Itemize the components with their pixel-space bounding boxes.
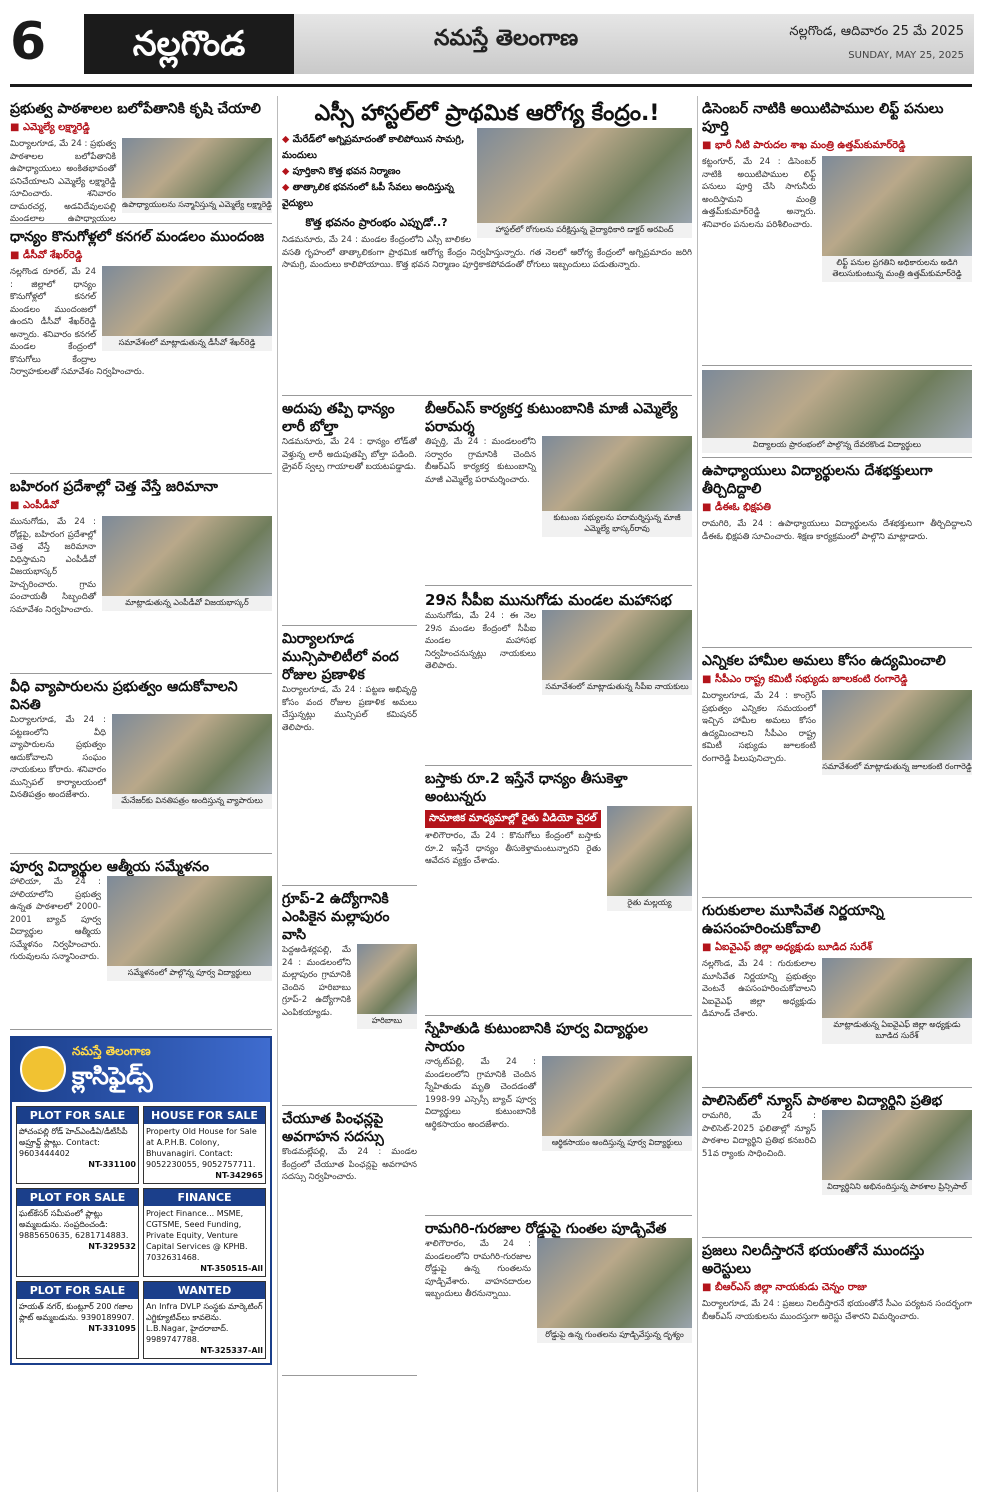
ad-code: NT-342965 (215, 1171, 263, 1180)
article (702, 648, 972, 898)
article-headline: రామగిరి-గురజాల రోడ్డుపై గుంతల పూడ్చివేత (425, 1221, 667, 1237)
ad-heading: FINANCE (144, 1189, 265, 1206)
article (702, 1088, 972, 1238)
masthead-rule (10, 84, 972, 87)
article-headline: 29న సీపీఐ మునుగోడు మండల మహాసభ (425, 591, 672, 609)
article (425, 766, 692, 1016)
article-body: తిప్పర్తి, మే 24 : మండలంలోని సర్వారం గ్రామానికి చెందిన బీఆర్ఎస్ కార్యకర్త కుటుంబాన్ని మాజీ ఎమ్మెల్యే పరామర్శించారు. (425, 437, 536, 485)
article-body: రామగిరి, మే 24 : పాలిసెట్-2025 ఫలితాల్లో న్యూస్ పాఠశాల విద్యార్థిని ప్రతిభ కనబరిచి 51వ ర్యాంకు సాధించింది. (702, 1111, 816, 1159)
article-byline: ■ డీసీవో శేఖర్‌రెడ్డి (10, 249, 272, 263)
article-photo (822, 1110, 972, 1180)
date-telugu: నల్లగొండ, ఆదివారం 25 మే 2025 (789, 24, 964, 39)
article-headline: ఎన్నికల హామీల అమలు కోసం ఉద్యమించాలి (702, 653, 946, 669)
paper-name: నమస్తే తెలంగాణ (434, 26, 579, 51)
article-byline: ■ డీఈఓ భిక్షపతి (702, 501, 972, 515)
article (282, 396, 417, 626)
article-photo-block (122, 138, 272, 213)
photo-caption: రోడ్డుపై ఉన్న గుంతలను పూడ్చివేస్తున్న దృశ్యం (537, 1328, 692, 1343)
article (702, 458, 972, 648)
article-photo (122, 138, 272, 198)
article (282, 886, 417, 1106)
ad-heading: PLOT FOR SALE (17, 1189, 138, 1206)
photo-caption: హాస్టల్‌లో రోగులను పరీక్షిస్తున్న వైద్యాధికారి డాక్టర్ అరవింద్ (477, 223, 692, 238)
article (425, 1016, 692, 1216)
article-photo-block (537, 1238, 692, 1343)
article-body: మిర్యాలగూడ, మే 24 : ప్రజలు నిలదీస్తారనే భయంతోనే సీఎం పర్యటన సందర్భంగా బీఆర్ఎస్ నాయకులను ముందస్తుగా అరెస్టు చేశారని విమర్శించారు. (702, 1299, 972, 1322)
photo-caption: ఉపాధ్యాయులను సన్మానిస్తున్న ఎమ్మెల్యే లక్ష్మారెడ్డి (122, 198, 272, 213)
article-byline: ■ ఏఐవైఎఫ్ జిల్లా అధ్యక్షుడు బూడిద సురేశ్ (702, 941, 972, 955)
article-body: మునుగోడు, మే 24 : రోడ్లపై, బహిరంగ ప్రదేశాల్లో చెత్త వేస్తే జరిమానా విధిస్తామని ఎంపీడీవో విజయభాస్కర్ హెచ్చరించారు. గ్రామ పంచాయతీ సిబ్బందితో సమావేశం నిర్వహించారు. (10, 517, 96, 615)
article-body: మిర్యాలగూడ, మే 24 : కాంగ్రెస్ ప్రభుత్వం ఎన్నికల సమయంలో ఇచ్చిన హామీల అమలు కోసం ఉద్యమించాలని సీపీఎం రాష్ట్ర కమిటీ సభ్యుడు జూలకంటి రంగారెడ్డి పిలుపునిచ్చారు. (702, 691, 816, 764)
article-photo-block (107, 876, 272, 981)
article (282, 1106, 417, 1376)
article (10, 224, 272, 474)
article-photo-block (357, 944, 417, 1029)
classifieds-banner (12, 1038, 270, 1102)
ad-text: Property Old House for Sale at A.P.H.B. Colony, Bhuvanagiri. Contact: 9052230055, 9052757711. (146, 1127, 257, 1169)
ad-text: హయత్ నగర్, కుంట్లూర్ 200 గజాల ప్లాట్ అమ్మబడును. 9390189907. (19, 1302, 135, 1322)
column-divider (697, 96, 698, 1492)
article-photo (477, 128, 692, 223)
article (282, 626, 417, 886)
article-body: పెద్దఅడిశర్లపల్లి, మే 24 : మండలంలోని మల్లాపురం గ్రామానికి చెందిన హరిబాబు గ్రూప్-2 ఉద్యోగానికి ఎంపికయ్యాడు. (282, 945, 351, 1018)
article (10, 674, 272, 854)
article-body: మిర్యాలగూడ, మే 24 : పట్టణంలోని వీధి వ్యాపారులను ప్రభుత్వం ఆదుకోవాలని సంఘం నాయకులు కోరారు. శనివారం మున్సిపల్ కార్యాలయంలో వినతిపత్రం అందజేశారు. (10, 715, 106, 800)
classified-ad (143, 1281, 266, 1359)
classifieds-grid (12, 1102, 270, 1363)
article-photo (102, 516, 272, 596)
ad-text: An Infra DVLP సంస్థకు మార్కెటింగ్ ఎగ్జిక్యూటివ్‌లు కావలెను. L.B.Nagar, హైదరాబాద్. 9989747788. (146, 1302, 263, 1344)
lead-subhead: కొత్త భవనం ప్రారంభం ఎప్పుడో..? (305, 216, 448, 229)
article (10, 96, 272, 224)
article-body: కట్టంగూర్, మే 24 : డిసెంబర్ నాటికి అయిటిపాముల లిఫ్ట్ పనులు పూర్తి చేసి సాగునీరు అందిస్తామని మంత్రి ఉత్తమ్‌కుమార్‌రెడ్డి అన్నారు. శనివారం పనులను పరిశీలించారు. (702, 157, 816, 230)
article-photo-block (822, 156, 972, 282)
article-headline: మిర్యాలగూడ మున్సిపాలిటీలో వంద రోజుల ప్రణాళిక (282, 631, 399, 683)
article-photo-block (822, 690, 972, 775)
photo-caption: సమ్మేళనంలో పాల్గొన్న పూర్వ విద్యార్థులు (107, 966, 272, 981)
ad-code: NT-325337-All (200, 1346, 263, 1355)
classified-ad (143, 1106, 266, 1184)
article-byline: ■ ఎంపీడీవో (10, 499, 272, 513)
right-column (702, 96, 972, 1492)
article-body: మిర్యాలగూడ, మే 24 : ప్రభుత్వ పాఠశాలల బలోపేతానికి ఉపాధ్యాయులు అంకితభావంతో పనిచేయాలని ఎమ్మెల్యే లక్ష్మారెడ్డి సూచించారు. శనివారం దామరచర్ల, అడవిదేవులపల్లి మండలాల ఉపాధ్యాయుల (10, 139, 116, 224)
article-headline: ప్రజలు నిలదీస్తారనే భయంతోనే ముందస్తు అరెస్టులు (702, 1243, 925, 1277)
article-body: మునుగోడు, మే 24 : ఈ నెల 29న మండల కేంద్రంలో సీపీఐ మండల మహాసభ నిర్వహించనున్నట్లు నాయకులు తెలిపారు. (425, 611, 536, 671)
article-body: కొండమల్లేపల్లి, మే 24 : మండల కేంద్రంలో చేయూత పింఛన్లపై అవగాహన సదస్సు నిర్వహించారు. (282, 1147, 417, 1182)
article-tag: సామాజిక మాధ్యమాల్లో రైతు వీడియో వైరల్ (425, 810, 601, 828)
classifieds-subtitle: క్లాసిఫైడ్స్ (72, 1062, 153, 1090)
ad-heading: PLOT FOR SALE (17, 1107, 138, 1124)
article-headline: అదుపు తప్పి ధాన్యం లారీ బోల్తా (282, 401, 395, 435)
article-photo (537, 1238, 692, 1328)
article-photo (102, 266, 272, 336)
article-photo-block (102, 516, 272, 611)
article-byline: ■ సీపీఎం రాష్ట్ర కమిటీ సభ్యుడు జూలకంటి రంగారెడ్డి (702, 673, 972, 687)
article-body: నల్లగొండ, మే 24 : గురుకులాల మూసివేత నిర్ణయాన్ని ప్రభుత్వం వెంటనే ఉపసంహరించుకోవాలని ఏఐవైఎఫ్ జిల్లా అధ్యక్షుడు డిమాండ్ చేశారు. (702, 959, 816, 1019)
article-headline: బీఆర్ఎస్ కార్యకర్త కుటుంబానికి మాజీ ఎమ్మెల్యే పరామర్శ (425, 401, 678, 435)
highlight-item: ◆ తాత్కాలిక భవనంలో ఓపీ సేవలు అందిస్తున్న వైద్యులు (282, 180, 692, 212)
article-body: నిడమనూరు, మే 24 : మండల కేంద్రంలోని ఎస్సీ బాలికల వసతి గృహంలో తాత్కాలికంగా ప్రాథమిక ఆరోగ్య కేంద్రం నిర్వహిస్తున్నారు. గత నెలలో ఆరోగ్య కేంద్రంలో అగ్నిప్రమాదం జరిగి సామగ్రి, మందులు కాలిపోయాయి. కొత్త భవన నిర్మాణం పూర్తికాకపోవడంతో రోగులు ఇబ్బందులు పడుతున్నారు. (282, 235, 692, 270)
article (425, 396, 692, 586)
photo-caption: సమావేశంలో మాట్లాడుతున్న జూలకంటి రంగారెడ్డి (822, 760, 972, 775)
article-photo (112, 714, 272, 794)
article-headline: ధాన్యం కొనుగోళ్లలో కనగల్ మండలం ముందంజ (10, 229, 265, 245)
ad-heading: HOUSE FOR SALE (144, 1107, 265, 1124)
lead-article (282, 96, 692, 396)
article (702, 96, 972, 366)
photo-caption: సమావేశంలో మాట్లాడుతున్న డీసీవో శేఖర్‌రెడ్డి (102, 336, 272, 351)
article-photo (822, 156, 972, 256)
article-photo-block (102, 266, 272, 351)
article (425, 1216, 692, 1466)
article-headline: ఉపాధ్యాయులు విద్యార్థులను దేశభక్తులుగా తీర్చిదిద్దాలి (702, 463, 933, 497)
article (10, 474, 272, 674)
masthead (0, 0, 981, 92)
photo-caption: సమావేశంలో మాట్లాడుతున్న సీపీఐ నాయకులు (542, 680, 692, 695)
photo-caption: ఆర్థికసాయం అందిస్తున్న పూర్వ విద్యార్థులు (542, 1136, 692, 1151)
article (425, 586, 692, 766)
mid-wide-column (425, 396, 692, 1466)
article-photo (822, 958, 972, 1018)
classified-ad (16, 1281, 139, 1359)
article-photo-block (112, 714, 272, 809)
ad-code: NT-331100 (88, 1160, 136, 1169)
ad-text: ఘట్‌కేసర్ సమీపంలో ప్లాట్లు అమ్మబడును. సంప్రదించండి: 9885650635, 6281714883. (19, 1209, 129, 1240)
article-headline: పాలిసెట్‌లో న్యూస్ పాఠశాల విద్యార్థిని ప్రతిభ (702, 1093, 943, 1109)
article-body: శాలిగౌరారం, మే 24 : మండలంలోని రామగిరి-గురజాల రోడ్డుపై ఉన్న గుంతలను పూడ్చివేశారు. వాహనదారుల ఇబ్బందులు తీరనున్నాయి. (425, 1239, 531, 1299)
photo-caption: హరిబాబు (357, 1014, 417, 1029)
photo-caption: లిఫ్ట్ పనుల ప్రగతిని అధికారులను అడిగి తెలుసుకుంటున్న మంత్రి ఉత్తమ్‌కుమార్‌రెడ్డి (822, 256, 972, 282)
article-photo-block (542, 1056, 692, 1151)
classifieds-logo (20, 1046, 66, 1092)
photo-caption: మేనేజర్‌కు వినతిపత్రం అందిస్తున్న వ్యాపారులు (112, 794, 272, 809)
feature-photo (702, 370, 972, 438)
classifieds-section (10, 1036, 272, 1365)
article-headline: వీధి వ్యాపారులను ప్రభుత్వం ఆదుకోవాలని వినతి (10, 679, 238, 713)
article-photo (107, 876, 272, 966)
highlight-item: ◆ పూర్తికాని కొత్త భవన నిర్మాణం (282, 164, 692, 180)
article (702, 1238, 972, 1478)
photo-caption: మాట్లాడుతున్న ఏఐవైఎఫ్ జిల్లా అధ్యక్షుడు బూడిద సురేశ్ (822, 1018, 972, 1044)
ad-heading: PLOT FOR SALE (17, 1282, 138, 1299)
photo-caption: రైతు మల్లయ్య (607, 896, 692, 911)
article-headline: ప్రభుత్వ పాఠశాలల బలోపేతానికి కృషి చేయాలి (10, 101, 261, 117)
left-column (10, 96, 272, 1492)
article-photo-block (542, 610, 692, 695)
article-headline: గురుకులాల మూసివేత నిర్ణయాన్ని ఉపసంహరించుకోవాలి (702, 903, 884, 937)
ad-code: NT-350515-All (200, 1264, 263, 1273)
ad-heading: WANTED (144, 1282, 265, 1299)
article-body: రామగిరి, మే 24 : ఉపాధ్యాయులు విద్యార్థులను దేశభక్తులుగా తీర్చిదిద్దాలని డీఈఓ భిక్షపతి సూచించారు. శిక్షణ కార్యక్రమంలో పాల్గొని మాట్లాడారు. (702, 519, 972, 542)
article (702, 898, 972, 1088)
article-photo-block (477, 128, 692, 238)
article-photo-block (822, 1110, 972, 1195)
article-headline: పూర్వ విద్యార్థుల ఆత్మీయ సమ్మేళనం (10, 859, 210, 875)
article-photo (357, 944, 417, 1014)
article (10, 854, 272, 1030)
article-body: శాలిగౌరారం, మే 24 : కొనుగోలు కేంద్రంలో బస్తాకు రూ.2 ఇస్తేనే ధాన్యం తీసుకెళ్తామంటున్నారని రైతు ఆవేదన వ్యక్తం చేశాడు. (425, 831, 601, 866)
classified-ad (143, 1188, 266, 1277)
article-photo (542, 610, 692, 680)
lead-headline: ఎస్సీ హాస్టల్‌లో ప్రాథమిక ఆరోగ్య కేంద్రం.! (314, 101, 660, 126)
article-headline: డిసెంబర్ నాటికి అయిటిపాముల లిఫ్ట్ పనులు పూర్తి (702, 101, 944, 135)
date-english: SUNDAY, MAY 25, 2025 (848, 50, 964, 61)
classifieds-title: నమస్తే తెలంగాణ (72, 1044, 151, 1058)
article-photo (822, 690, 972, 760)
article-headline: గ్రూప్-2 ఉద్యోగానికి ఎంపికైన మల్లాపురం వాసి (282, 891, 390, 943)
classified-ad (16, 1106, 139, 1184)
article-photo-block (607, 806, 692, 911)
article-byline: ■ భారీ నీటి పారుదల శాఖ మంత్రి ఉత్తమ్‌కుమార్‌రెడ్డి (702, 139, 972, 153)
article-body: నిడమనూరు, మే 24 : ధాన్యం లోడ్‌తో వెళ్తున్న లారీ అదుపుతప్పి బోల్తా పడింది. డ్రైవర్ స్వల్ప గాయాలతో బయటపడ్డాడు. (282, 437, 417, 472)
ad-text: పోచంపల్లి రోడ్ హెచ్ఎండీఏ/డీటీసీపీ అప్రూవ్డ్ ప్లాట్లు. Contact: 9603444402 (19, 1127, 128, 1158)
article-body: నల్లగొండ రూరల్, మే 24 : జిల్లాలో ధాన్యం కొనుగోళ్లలో కనగల్ మండలం ముందంజలో ఉందని డీసీవో శేఖర్‌రెడ్డి అన్నారు. శనివారం కనగల్ మండల కేంద్రంలో కొనుగోలు కేంద్రాల నిర్వాహకులతో సమావేశం నిర్వహించారు. (10, 267, 145, 377)
photo-caption: విద్యాలయ ప్రారంభంలో పాల్గొన్న దేవరకొండ విద్యార్థులు (702, 438, 972, 453)
photo-caption: విద్యార్థినిని అభినందిస్తున్న పాఠశాల ప్రిన్సిపాల్ (822, 1180, 972, 1195)
district-title: నల్లగొండ (84, 14, 294, 74)
column-divider (277, 96, 278, 1492)
classified-ad (16, 1188, 139, 1277)
article-photo (542, 1056, 692, 1136)
middle-column (282, 96, 692, 1492)
article-byline: ■ ఎమ్మెల్యే లక్ష్మారెడ్డి (10, 121, 272, 135)
article-photo (607, 806, 692, 896)
article-body: నార్కట్‌పల్లి, మే 24 : మండలంలోని గ్రామానికి చెందిన స్నేహితుడు మృతి చెందడంతో 1998-99 ఎస్సెస్సీ బ్యాచ్ పూర్వ విద్యార్థులు కుటుంబానికి ఆర్థికసాయం అందజేశారు. (425, 1057, 536, 1130)
header-band (294, 14, 974, 74)
article-byline: ■ బీఆర్ఎస్ జిల్లా నాయకుడు చెన్నం రాజు (702, 1281, 972, 1295)
page-number: 6 (10, 12, 47, 72)
ad-code: NT-331095 (88, 1324, 136, 1333)
photo-caption: మాట్లాడుతున్న ఎంపీడీవో విజయభాస్కర్ (102, 596, 272, 611)
ad-code: NT-329532 (88, 1242, 136, 1251)
article-photo-block (542, 436, 692, 537)
article-photo (542, 436, 692, 511)
mid-split (282, 396, 692, 1466)
mid-narrow-column (282, 396, 417, 1466)
article-body: హాలియా, మే 24 : హాలియాలోని ప్రభుత్వ ఉన్నత పాఠశాలలో 2000-2001 బ్యాచ్ పూర్వ విద్యార్థుల ఆత్మీయ సమ్మేళనం నిర్వహించారు. గురువులను సన్మానించారు. (10, 877, 101, 962)
article-headline: చేయూత పింఛన్లపై అవగాహన సదస్సు (282, 1111, 384, 1145)
highlight-item: ◆ మేరేడ్‌లో అగ్నిప్రమాదంతో కాలిపోయిన సామగ్రి, మందులు (282, 132, 692, 164)
article-photo-block (822, 958, 972, 1044)
photo-feature (702, 366, 972, 458)
article-headline: బహిరంగ ప్రదేశాల్లో చెత్త వేస్తే జరిమానా (10, 479, 218, 495)
photo-caption: కుటుంబ సభ్యులను పరామర్శిస్తున్న మాజీ ఎమ్మెల్యే భాస్కర్‌రావు (542, 511, 692, 537)
ad-text: Project Finance... MSME, CGTSME, Seed Funding, Private Equity, Venture Capital Services @ KPHB. 7032631468. (146, 1209, 248, 1262)
article-body: మిర్యాలగూడ, మే 24 : పట్టణ అభివృద్ధి కోసం వంద రోజుల ప్రణాళిక అమలు చేస్తున్నట్లు మున్సిపల్ కమిషనర్ తెలిపారు. (282, 685, 417, 733)
article-headline: బస్తాకు రూ.2 ఇస్తేనే ధాన్యం తీసుకెళ్తా అంటున్నరు (425, 771, 628, 805)
article-headline: స్నేహితుడి కుటుంబానికి పూర్వ విద్యార్థుల సాయం (425, 1021, 648, 1055)
